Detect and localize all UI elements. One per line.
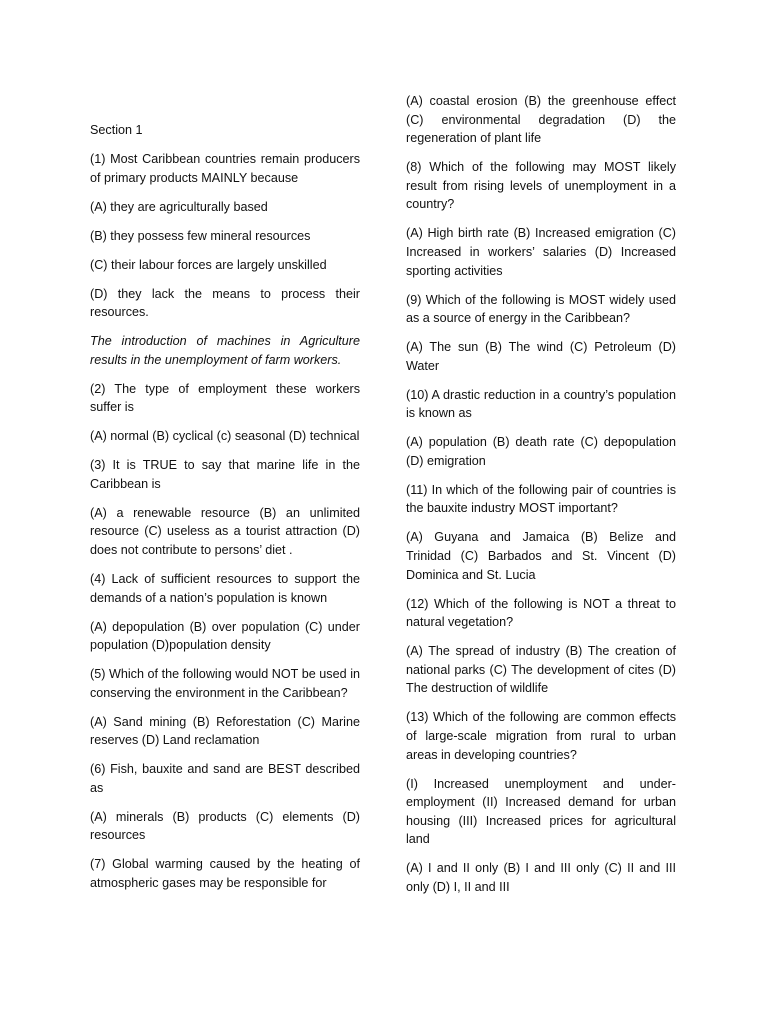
question-4-options: (A) depopulation (B) over population (C) under population (D)population density: [90, 619, 360, 653]
question-9-options: (A) The sun (B) The wind (C) Petroleum (D) Water: [406, 340, 676, 373]
question-13-stem: (13) Which of the following are common effects of large-scale migration from rural to urban areas in developing countries?: [406, 710, 676, 762]
question-7-stem: (7) Global warming caused by the heating of atmospheric gases may be responsible for: [90, 857, 360, 891]
question-3-options: (A) a renewable resource (B) an unlimited resource (C) useless as a tourist attraction (D) does not contribute to persons’ diet .: [90, 505, 360, 557]
question-4-stem: (4) Lack of sufficient resources to support the demands of a nation’s population is known: [90, 571, 360, 605]
question-1-option-c: (C) their labour forces are largely unskilled: [90, 257, 327, 272]
question-2-stem: (2) The type of employment these workers suffer is: [90, 381, 360, 415]
question-1-option-b: (B) they possess few mineral resources: [90, 228, 311, 243]
question-7-options: (A) coastal erosion (B) the greenhouse effect (C) environmental degradation (D) the regeneration of plant life: [406, 94, 676, 146]
question-9-stem: (9) Which of the following is MOST widely used as a source of energy in the Caribbean?: [406, 292, 676, 326]
section-heading: Section 1: [90, 123, 143, 137]
left-column: [90, 121, 360, 903]
passage-text: The introduction of machines in Agriculture results in the unemployment of farm workers.: [90, 334, 360, 367]
question-12-stem: (12) Which of the following is NOT a threat to natural vegetation?: [406, 596, 676, 630]
question-10-stem: (10) A drastic reduction in a country’s population is known as: [406, 387, 676, 421]
question-1-option-d: (D) they lack the means to process their resources.: [90, 286, 360, 320]
question-3-stem: (3) It is TRUE to say that marine life in the Caribbean is: [90, 458, 360, 491]
question-1-stem: (1) Most Caribbean countries remain producers of primary products MAINLY because: [90, 151, 360, 185]
question-13-statements: (I) Increased unemployment and under-employment (II) Increased demand for urban housing (III) Increased prices for agricultural land: [406, 776, 676, 847]
question-12-options: (A) The spread of industry (B) The creation of national parks (C) The development of cites (D) The destruction of wildlife: [406, 644, 676, 696]
question-2-options: (A) normal (B) cyclical (c) seasonal (D) technical: [90, 429, 360, 444]
question-8-options: (A) High birth rate (B) Increased emigration (C) Increased in workers’ salaries (D) Increased sporting activities: [406, 226, 676, 278]
right-column: [406, 92, 676, 907]
question-13-options: (A) I and II only (B) I and III only (C) II and III only (D) I, II and III: [406, 861, 676, 894]
question-5-stem: (5) Which of the following would NOT be used in conserving the environment in the Caribbean?: [90, 667, 360, 700]
question-5-options: (A) Sand mining (B) Reforestation (C) Marine reserves (D) Land reclamation: [90, 714, 360, 748]
question-11-options: (A) Guyana and Jamaica (B) Belize and Trinidad (C) Barbados and St. Vincent (D) Dominica and St. Lucia: [406, 530, 676, 582]
question-10-options: (A) population (B) death rate (C) depopulation (D) emigration: [406, 435, 676, 468]
question-6-options: (A) minerals (B) products (C) elements (D) resources: [90, 809, 360, 843]
question-6-stem: (6) Fish, bauxite and sand are BEST described as: [90, 762, 360, 795]
question-8-stem: (8) Which of the following may MOST likely result from rising levels of unemployment in a country?: [406, 160, 676, 212]
question-1-option-a: (A) they are agriculturally based: [90, 199, 268, 214]
question-11-stem: (11) In which of the following pair of countries is the bauxite industry MOST important?: [406, 482, 676, 516]
